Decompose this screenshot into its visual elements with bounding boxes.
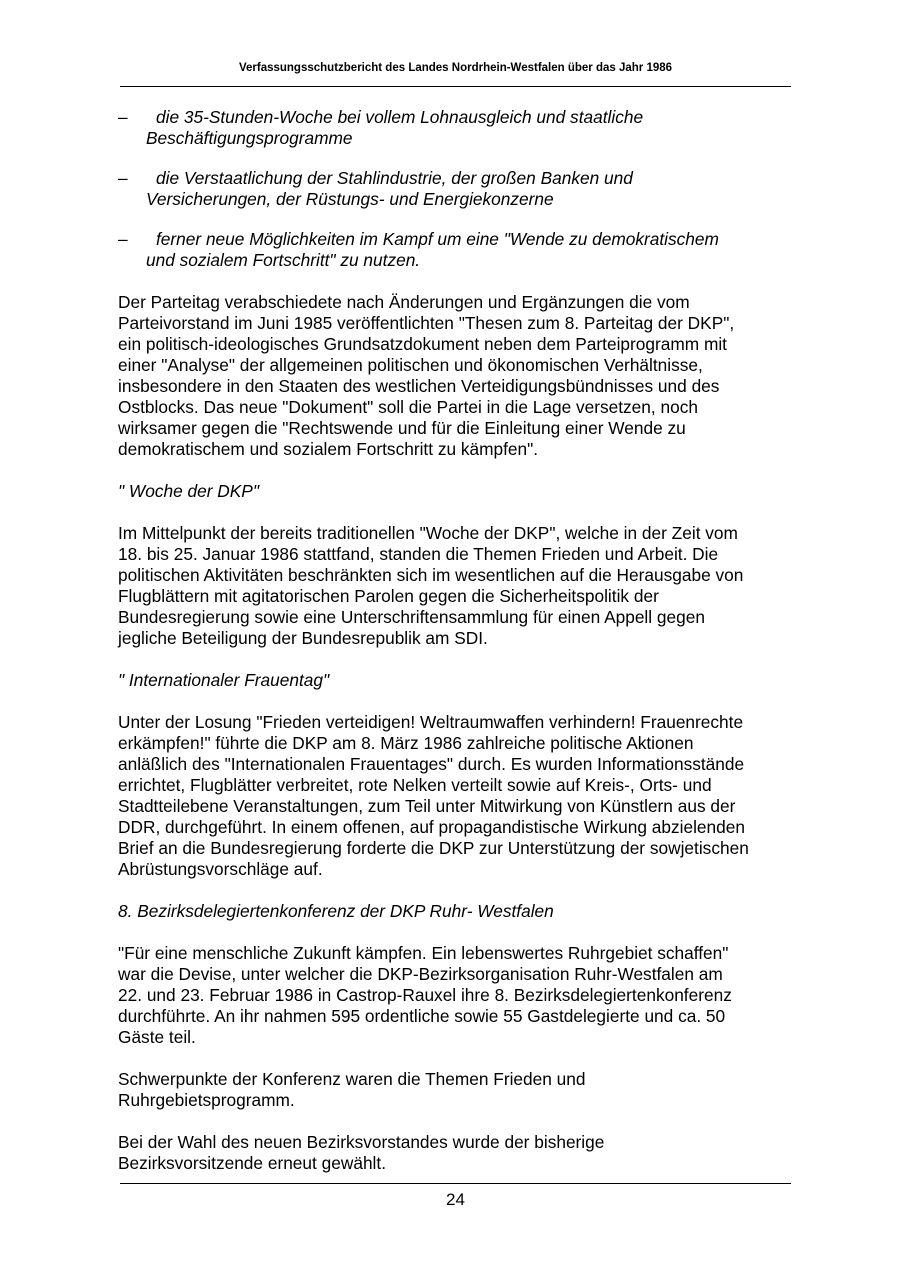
text-line: Flugblättern mit agitatorischen Parolen gegen die Sicherheitspolitik der [118, 586, 659, 606]
text-line: Gäste teil. [118, 1027, 196, 1047]
text-line: durchführte. An ihr nahmen 595 ordentliche sowie 55 Gastdelegierte und ca. 50 [118, 1006, 726, 1026]
bullet-item [118, 107, 790, 149]
bullet-text-line: Versicherungen, der Rüstungs- und Energiekonzerne [146, 189, 554, 209]
bullet-text-line: die 35-Stunden-Woche bei vollem Lohnausgleich und staatliche [156, 107, 644, 127]
paragraph-woche [118, 523, 790, 649]
text-line: Der Parteitag verabschiedete nach Änderungen und Ergänzungen die vom [118, 292, 690, 312]
text-line: Bezirksvorsitzende erneut gewählt. [118, 1153, 386, 1173]
bullet-text-line: Beschäftigungsprogramme [146, 128, 353, 148]
bullet-text-line: die Verstaatlichung der Stahlindustrie, der großen Banken und [156, 168, 633, 188]
text-line: demokratischem und sozialem Fortschritt zu kämpfen". [118, 439, 539, 459]
header-divider [120, 86, 791, 87]
text-line: Ruhrgebietsprogramm. [118, 1090, 295, 1110]
text-line: einer "Analyse" der allgemeinen politischen und ökonomischen Verhältnisse, [118, 355, 703, 375]
text-line: "Für eine menschliche Zukunft kämpfen. Ein lebenswertes Ruhrgebiet schaffen" [118, 943, 729, 963]
paragraph-wahl [118, 1132, 790, 1174]
section-heading-woche: " Woche der DKP" [118, 481, 259, 501]
text-line: 22. und 23. Februar 1986 in Castrop-Rauxel ihre 8. Bezirksdelegiertenkonferenz [118, 985, 732, 1005]
text-line: anläßlich des "Internationalen Frauentages" durch. Es wurden Informationsstände [118, 754, 745, 774]
text-line: Im Mittelpunkt der bereits traditionellen "Woche der DKP", welche in der Zeit vom [118, 523, 738, 543]
text-line: Brief an die Bundesregierung forderte die DKP zur Unterstützung der sowjetischen [118, 838, 749, 858]
text-line: Abrüstungsvorschläge auf. [118, 859, 323, 879]
text-line: war die Devise, unter welcher die DKP-Bezirksorganisation Ruhr-Westfalen am [118, 964, 723, 984]
bullet-item [118, 168, 790, 210]
section-heading-frauentag: " Internationaler Frauentag" [118, 670, 330, 690]
footer-divider [120, 1183, 791, 1184]
text-line: Stadtteilebene Veranstaltungen, zum Teil unter Mitwirkung von Künstlern aus der [118, 796, 736, 816]
text-line: politischen Aktivitäten beschränkten sich im wesentlichen auf die Herausgabe von [118, 565, 744, 585]
text-line: 18. bis 25. Januar 1986 stattfand, standen die Themen Frieden und Arbeit. Die [118, 544, 719, 564]
text-line: jegliche Beteiligung der Bundesrepublik am SDI. [118, 628, 488, 648]
paragraph-konferenz [118, 943, 790, 1048]
text-line: Unter der Losung "Frieden verteidigen! Weltraumwaffen verhindern! Frauenrechte [118, 712, 744, 732]
text-line: insbesondere in den Staaten des westlichen Verteidigungsbündnisses und des [118, 376, 720, 396]
bullet-text-line: ferner neue Möglichkeiten im Kampf um eine "Wende zu demokratischem [156, 229, 719, 249]
paragraph-frauentag [118, 712, 790, 880]
text-line: Bundesregierung sowie eine Unterschriftensammlung für einen Appell gegen [118, 607, 705, 627]
text-line: erkämpfen!" führte die DKP am 8. März 1986 zahlreiche politische Aktionen [118, 733, 694, 753]
paragraph-schwerpunkte [118, 1069, 790, 1111]
bullet-dash: – [118, 168, 128, 188]
text-line: wirksamer gegen die "Rechtswende und für die Einleitung einer Wende zu [118, 418, 686, 438]
text-line: Ostblocks. Das neue "Dokument" soll die Partei in die Lage versetzen, noch [118, 397, 698, 417]
text-line: DDR, durchgeführt. In einem offenen, auf propagandistische Wirkung abzielenden [118, 817, 745, 837]
text-line: ein politisch-ideologisches Grundsatzdokument neben dem Parteiprogramm mit [118, 334, 727, 354]
text-line: Schwerpunkte der Konferenz waren die Themen Frieden und [118, 1069, 586, 1089]
page-header-title: Verfassungsschutzbericht des Landes Nordrhein-Westfalen über das Jahr 1986 [238, 62, 673, 74]
text-line: errichtet, Flugblätter verbreitet, rote Nelken verteilt sowie auf Kreis-, Orts- und [118, 775, 712, 795]
bullet-item [118, 229, 790, 271]
page-number: 24 [446, 1190, 465, 1209]
bullet-dash: – [118, 229, 128, 249]
document-body [118, 107, 790, 1195]
paragraph-parteitag [118, 292, 790, 460]
section-heading-konferenz: 8. Bezirksdelegiertenkonferenz der DKP Ruhr- Westfalen [118, 901, 554, 921]
bullet-dash: – [118, 107, 128, 127]
bullet-text-line: und sozialem Fortschritt" zu nutzen. [146, 250, 421, 270]
text-line: Parteivorstand im Juni 1985 veröffentlichten "Thesen zum 8. Parteitag der DKP", [118, 313, 735, 333]
text-line: Bei der Wahl des neuen Bezirksvorstandes wurde der bisherige [118, 1132, 605, 1152]
